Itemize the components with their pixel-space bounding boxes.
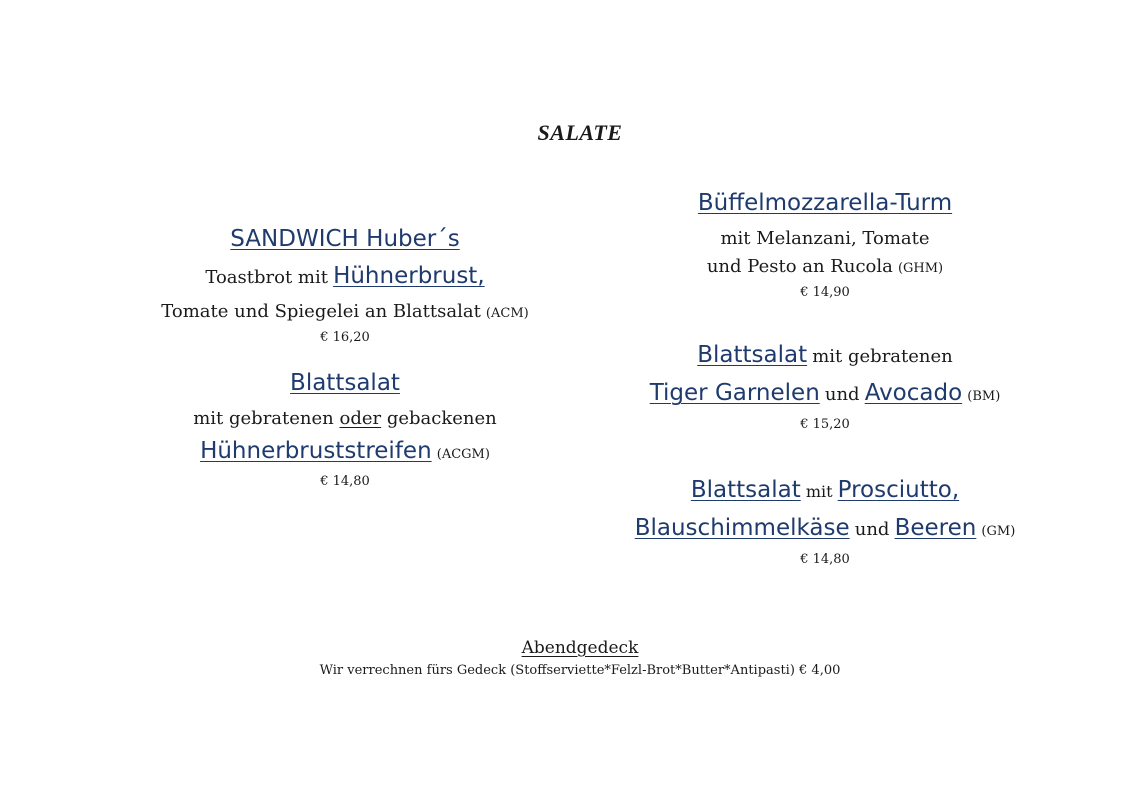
footer-note: Wir verrechnen fürs Gedeck (Stoffserviette*Felzl-Brot*Butter*Antipasti) € 4,00 xyxy=(319,663,841,678)
garnelen-line1 xyxy=(610,344,1040,367)
prosciutto-highlight3: Beeren xyxy=(894,515,977,541)
blattsalat-huhn-line1 xyxy=(130,410,560,428)
prosciutto-highlight1: Prosciutto, xyxy=(837,477,960,503)
blattsalat-huhn-highlight: Hühnerbruststreifen xyxy=(200,438,432,464)
dish-name-blattsalat-huhn: Blattsalat xyxy=(290,370,400,396)
prosciutto-mid: mit xyxy=(805,482,833,501)
sandwich-price: € 16,20 xyxy=(320,330,370,345)
mozzarella-line1: mit Melanzani, Tomate xyxy=(720,228,930,249)
prosciutto-price: € 14,80 xyxy=(800,552,850,567)
page-title: SALATE xyxy=(537,120,623,145)
dish-name-garnelen: Blattsalat xyxy=(697,342,808,368)
sandwich-line1-prefix: Toastbrot mit xyxy=(205,267,328,288)
blattsalat-huhn-line1-b: oder xyxy=(339,408,382,429)
sandwich-allergen: (ACM) xyxy=(485,306,529,321)
garnelen-connector: und xyxy=(824,384,860,405)
blattsalat-huhn-allergen: (ACGM) xyxy=(436,447,490,462)
mozzarella-allergen: (GHM) xyxy=(897,261,944,276)
garnelen-price: € 15,20 xyxy=(800,417,850,432)
sandwich-line1-highlight: Hühnerbrust, xyxy=(333,263,485,289)
footer-title: Abendgedeck xyxy=(521,638,639,658)
blattsalat-huhn-line2 xyxy=(130,440,560,463)
garnelen-highlight1: Tiger Garnelen xyxy=(649,380,820,406)
dish-name-mozzarella: Büffelmozzarella-Turm xyxy=(697,190,953,216)
sandwich-line1 xyxy=(130,265,560,288)
garnelen-allergen: (BM) xyxy=(967,389,1001,404)
garnelen-line2 xyxy=(610,382,1040,405)
mozzarella-line2 xyxy=(610,258,1040,276)
prosciutto-allergen: (GM) xyxy=(981,524,1016,539)
blattsalat-huhn-line1-a: mit gebratenen xyxy=(193,408,334,429)
garnelen-highlight2: Avocado xyxy=(864,380,963,406)
sandwich-line2-text: Tomate und Spiegelei an Blattsalat xyxy=(161,301,481,322)
blattsalat-huhn-line1-c: gebackenen xyxy=(386,408,497,429)
dish-name-sandwich: SANDWICH Huber´s xyxy=(230,226,460,252)
blattsalat-huhn-price: € 14,80 xyxy=(320,474,370,489)
mozzarella-price: € 14,90 xyxy=(800,285,850,300)
dish-name-prosciutto: Blattsalat xyxy=(690,477,801,503)
garnelen-line1-suffix: mit gebratenen xyxy=(812,346,953,367)
sandwich-line2 xyxy=(130,303,560,321)
prosciutto-highlight2: Blauschimmelkäse xyxy=(634,515,850,541)
prosciutto-connector: und xyxy=(854,519,890,540)
mozzarella-line2-text: und Pesto an Rucola xyxy=(706,256,893,277)
prosciutto-line2 xyxy=(610,517,1040,540)
prosciutto-line1 xyxy=(610,479,1040,502)
